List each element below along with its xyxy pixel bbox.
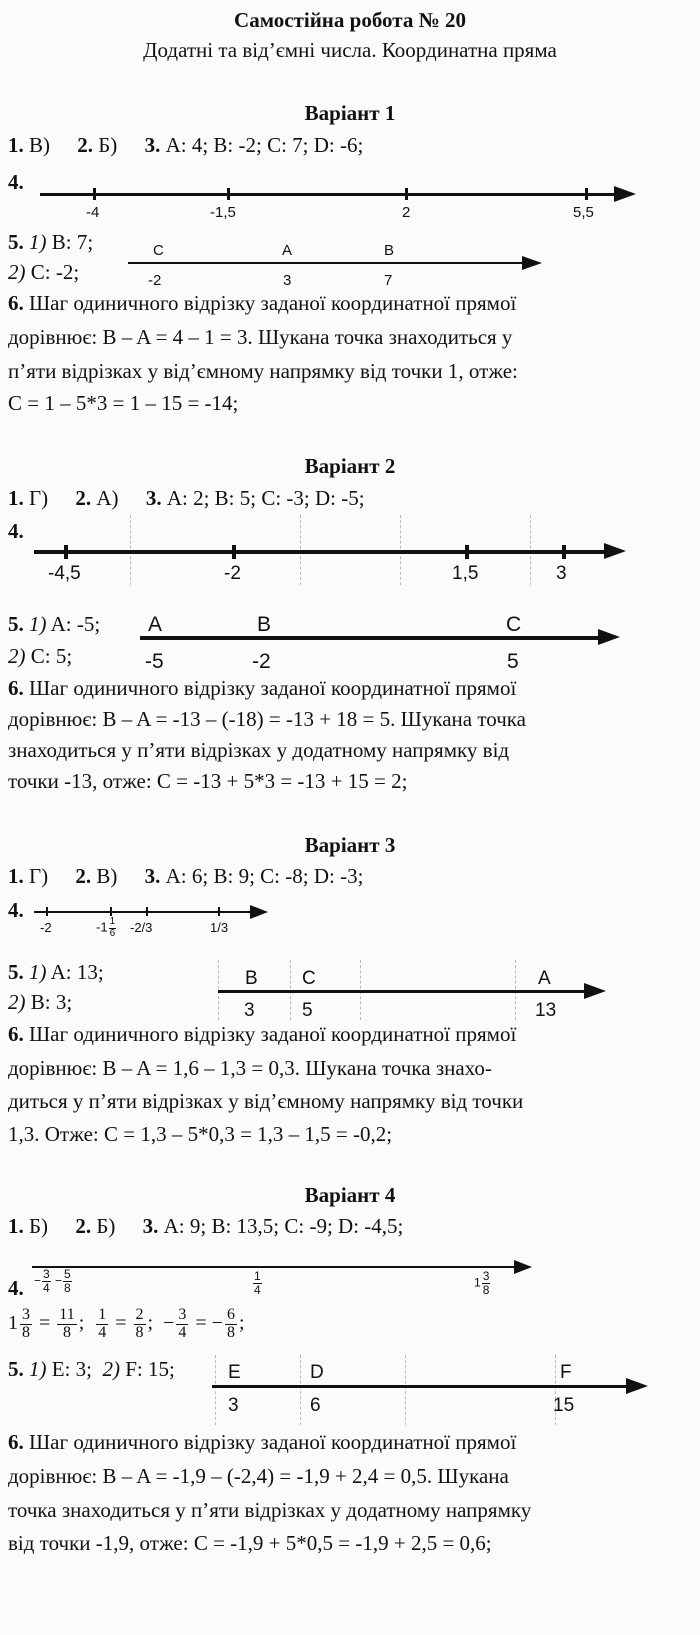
numerator: 6 (226, 1306, 235, 1323)
q6-text: Шаг одиничного відрізку заданої координатної прямої (29, 291, 517, 315)
q6-line-1 (8, 1432, 516, 1453)
q4-number: 4. (8, 1276, 24, 1300)
q6-text: Шаг одиничного відрізку заданої координатної прямої (29, 1022, 517, 1046)
point-number: 7 (384, 272, 393, 289)
arrow-head (604, 543, 626, 559)
q5-part-1 (8, 962, 104, 983)
fraction (134, 1307, 146, 1342)
q3-number: 3. (145, 486, 162, 510)
q1-answer: Г) (29, 864, 49, 888)
point-number: 5 (507, 650, 519, 673)
denominator: 6 (109, 927, 116, 939)
q5-sub-1: 1) (29, 612, 47, 636)
point-letter: B (257, 613, 272, 636)
q6-number: 6. (8, 291, 24, 315)
axis-line (34, 550, 606, 554)
point-number: 6 (310, 1395, 321, 1416)
tick (93, 188, 96, 200)
tick-label: 3 (556, 563, 567, 584)
whole-part: 1 (8, 1311, 18, 1334)
tick (110, 907, 112, 916)
denominator: 8 (135, 1323, 144, 1341)
point-letter: A (282, 242, 293, 259)
fraction (109, 917, 117, 939)
denominator: 4 (43, 1280, 50, 1295)
point-letter: B (384, 242, 395, 259)
q3-answer: A: 6; B: 9; C: -8; D: -3; (165, 864, 364, 888)
tick (218, 907, 220, 916)
fraction-equalities: 1 $\frac{3}{8}$ = $\frac{11}{8}$ ; $\frac{1}{4}$ = $\frac{2}{8}$ ; − $\frac{3}{4}$ = − $\frac{6}{8}$ ; (8, 1306, 245, 1341)
q5-answer-2: B: 3; (30, 990, 73, 1014)
tick (64, 545, 68, 559)
point-number: -2 (252, 650, 271, 673)
q5-answer-1: A: -5; (50, 612, 101, 636)
q5-answer-1: B: 7; (51, 230, 94, 254)
q2-number: 2. (75, 486, 92, 510)
q5-number: 5. (8, 1357, 24, 1381)
q2-answer: Б) (98, 133, 118, 157)
q6-line-2: дорівнює: B – A = 1,6 – 1,3 = 0,3. Шукана точка знахо- (8, 1056, 492, 1080)
q5-answer-2: C: 5; (30, 644, 73, 668)
denominator: 4 (98, 1323, 107, 1341)
q5-sub-2: 2) (8, 644, 26, 668)
variant-title: Варіант 2 (304, 454, 396, 478)
q5-number: 5. (8, 960, 24, 984)
q6-number: 6. (8, 676, 24, 700)
point-number: 3 (283, 272, 292, 289)
axis-line (212, 1385, 630, 1388)
q5-number: 5. (8, 612, 24, 636)
tick-label: 1/3 (210, 920, 229, 935)
point-number: -5 (145, 650, 164, 673)
denominator: 8 (482, 1282, 490, 1297)
tick (465, 545, 469, 559)
numerator: 3 (22, 1306, 30, 1323)
point-letter: D (310, 1362, 324, 1383)
q2-answer: Б) (96, 1214, 116, 1238)
tick-label: -2/3 (130, 920, 153, 935)
numerator: 11 (59, 1306, 75, 1323)
point-letter: F (560, 1362, 572, 1383)
q3-number: 3. (142, 1214, 159, 1238)
point-number: 15 (553, 1395, 575, 1416)
numerator: 3 (482, 1269, 490, 1283)
q6-line-4: 1,3. Отже: C = 1,3 – 5*0,3 = 1,3 – 1,5 = -0,2; (8, 1122, 393, 1146)
tick (227, 188, 230, 200)
axis-line (218, 990, 586, 993)
tick-label: 1,5 (452, 563, 479, 584)
q6-line-2: дорівнює: B – A = 4 – 1 = 3. Шукана точка знаходиться у (8, 325, 513, 349)
grid-line (215, 1355, 216, 1425)
fraction (42, 1268, 51, 1294)
denominator: 8 (64, 1280, 71, 1295)
q6-line-4: C = 1 – 5*3 = 1 – 15 = -14; (8, 391, 239, 415)
fraction-label (252, 1270, 263, 1296)
numerator: 3 (178, 1306, 187, 1323)
denominator: 4 (254, 1282, 261, 1297)
tick (562, 545, 566, 559)
q6-line-2: дорівнює: B – A = -1,9 – (-2,4) = -1,9 + 2,4 = 0,5. Шукана (8, 1464, 509, 1488)
q1-answer: Б) (29, 1214, 49, 1238)
grid-line (405, 1355, 406, 1425)
q4-number: 4. (8, 898, 24, 922)
fraction (96, 1307, 108, 1342)
numerator: 1 (109, 916, 116, 927)
q1-answer: В) (29, 133, 50, 157)
point-letter: C (302, 968, 316, 989)
denominator: 8 (22, 1323, 30, 1341)
axis-line (128, 262, 526, 264)
q5-part-1 (8, 232, 93, 253)
q4-number: 4. (8, 170, 24, 194)
tick-label: -2 (224, 563, 241, 584)
arrow-head (250, 905, 268, 919)
whole-part: 1 (474, 1275, 481, 1290)
tick (146, 907, 148, 916)
numerator: 1 (254, 1269, 261, 1283)
tick (232, 545, 236, 559)
q5-answer-1: A: 13; (50, 960, 104, 984)
point-letter: A (538, 968, 551, 989)
fraction-label: − $\frac{3}{4}$ − $\frac{5}{8}$ (34, 1267, 71, 1295)
q6-line-1 (8, 1024, 516, 1045)
tick-label: -2 (40, 920, 52, 935)
tick-label: -4,5 (48, 563, 81, 584)
tick (585, 188, 588, 200)
q5-part-1 (8, 614, 100, 635)
arrow-head (598, 629, 620, 645)
fraction (176, 1307, 188, 1342)
point-letter: B (245, 968, 258, 989)
variant-title: Варіант 3 (304, 833, 396, 857)
fraction-label (474, 1270, 491, 1296)
arrow-head (522, 256, 542, 270)
q5-part-2 (8, 262, 79, 283)
whole-part: -1 (96, 919, 108, 935)
q6-text: Шаг одиничного відрізку заданої координатної прямої (29, 1430, 517, 1454)
q1-number: 1. (8, 864, 24, 888)
q2-number: 2. (75, 864, 92, 888)
arrow-head (626, 1378, 648, 1394)
q6-line-1 (8, 293, 516, 314)
q1-answer: Г) (29, 486, 49, 510)
denominator: 8 (62, 1323, 71, 1341)
q3-number: 3. (144, 133, 161, 157)
axis-line (34, 911, 254, 913)
fraction (482, 1270, 491, 1296)
grid-line (300, 1355, 301, 1425)
q5-sub-1: 1) (29, 230, 47, 254)
tick-label: 5,5 (573, 204, 594, 221)
answers-row-1-3 (8, 866, 363, 887)
answers-row-1-3 (8, 1216, 403, 1237)
q5-sub-2: 2) (102, 1357, 120, 1381)
q3-answer: A: 4; B: -2; C: 7; D: -6; (165, 133, 364, 157)
axis-line (32, 1266, 518, 1268)
q6-line-3: диться у п’яти відрізках у від’ємному напрямку від точки (8, 1089, 524, 1113)
q5-answers (8, 1359, 175, 1380)
fraction (20, 1307, 32, 1342)
tick-label: -1,5 (210, 204, 236, 221)
q5-answer-2: F: 15; (125, 1357, 175, 1381)
variant-title: Варіант 4 (304, 1183, 396, 1207)
arrow-head (614, 186, 636, 202)
q1-number: 1. (8, 486, 24, 510)
tick-label-mixed (96, 917, 117, 939)
q4-number: 4. (8, 519, 24, 543)
q6-line-1 (8, 678, 516, 699)
q6-text: Шаг одиничного відрізку заданої координатної прямої (29, 676, 517, 700)
q3-answer: A: 9; B: 13,5; C: -9; D: -4,5; (163, 1214, 404, 1238)
denominator: 4 (178, 1323, 187, 1341)
variant-title: Варіант 1 (304, 101, 396, 125)
point-number: -2 (148, 272, 162, 289)
tick (46, 907, 48, 916)
q6-line-4: точки -13, отже: C = -13 + 5*3 = -13 + 15 = 2; (8, 769, 408, 793)
numerator: 1 (98, 1306, 107, 1323)
fraction (225, 1307, 237, 1342)
page-subtitle: Додатні та від’ємні числа. Координатна пряма (143, 38, 557, 62)
point-letter: E (228, 1362, 241, 1383)
q3-number: 3. (144, 864, 161, 888)
answers-row-1-3 (8, 135, 363, 156)
numerator: 5 (64, 1267, 71, 1281)
axis-line (40, 193, 618, 196)
q5-number: 5. (8, 230, 24, 254)
answers-row-1-3 (8, 488, 365, 509)
tick-label: 2 (402, 204, 411, 221)
denominator: 8 (226, 1323, 235, 1341)
q1-number: 1. (8, 133, 24, 157)
q5-sub-2: 2) (8, 990, 26, 1014)
q5-part-2 (8, 992, 72, 1013)
q5-sub-1: 1) (29, 1357, 47, 1381)
q5-sub-2: 2) (8, 260, 26, 284)
q5-answer-1: E: 3; (51, 1357, 92, 1381)
q2-answer: А) (96, 486, 119, 510)
q5-answer-2: C: -2; (30, 260, 80, 284)
q6-number: 6. (8, 1430, 24, 1454)
q6-line-3: точка знаходиться у п’яти відрізках у додатному напрямку (8, 1498, 532, 1522)
fraction (63, 1268, 72, 1294)
q3-answer: A: 2; B: 5; C: -3; D: -5; (166, 486, 365, 510)
q5-part-2 (8, 646, 72, 667)
point-number: 3 (244, 1000, 255, 1021)
point-letter: A (148, 613, 163, 636)
q2-number: 2. (77, 133, 93, 157)
point-number: 13 (535, 1000, 557, 1021)
page-title: Самостійна робота № 20 (234, 8, 466, 32)
q2-number: 2. (75, 1214, 92, 1238)
arrow-head (584, 983, 606, 999)
arrow-head (514, 1260, 532, 1274)
point-letter: C (153, 242, 164, 259)
numerator: 2 (135, 1306, 144, 1323)
q6-number: 6. (8, 1022, 24, 1046)
q1-number: 1. (8, 1214, 24, 1238)
q2-answer: В) (96, 864, 118, 888)
point-letter: C (506, 613, 522, 636)
point-number: 3 (228, 1395, 239, 1416)
fraction (253, 1270, 262, 1296)
tick (405, 188, 408, 200)
q6-line-3: знаходиться у п’яти відрізках у додатному напрямку від (8, 738, 510, 762)
q6-line-2: дорівнює: B – A = -13 – (-18) = -13 + 18 = 5. Шукана точка (8, 707, 526, 731)
q5-sub-1: 1) (29, 960, 47, 984)
numerator: 3 (43, 1267, 50, 1281)
q6-line-3: п’яти відрізках у від’ємному напрямку від точки 1, отже: (8, 359, 518, 383)
axis-line (140, 636, 600, 640)
tick-label: -4 (86, 204, 100, 221)
fraction (57, 1307, 76, 1342)
q6-line-4: від точки -1,9, отже: C = -1,9 + 5*0,5 = -1,9 + 2,5 = 0,6; (8, 1531, 492, 1555)
point-number: 5 (302, 1000, 313, 1021)
